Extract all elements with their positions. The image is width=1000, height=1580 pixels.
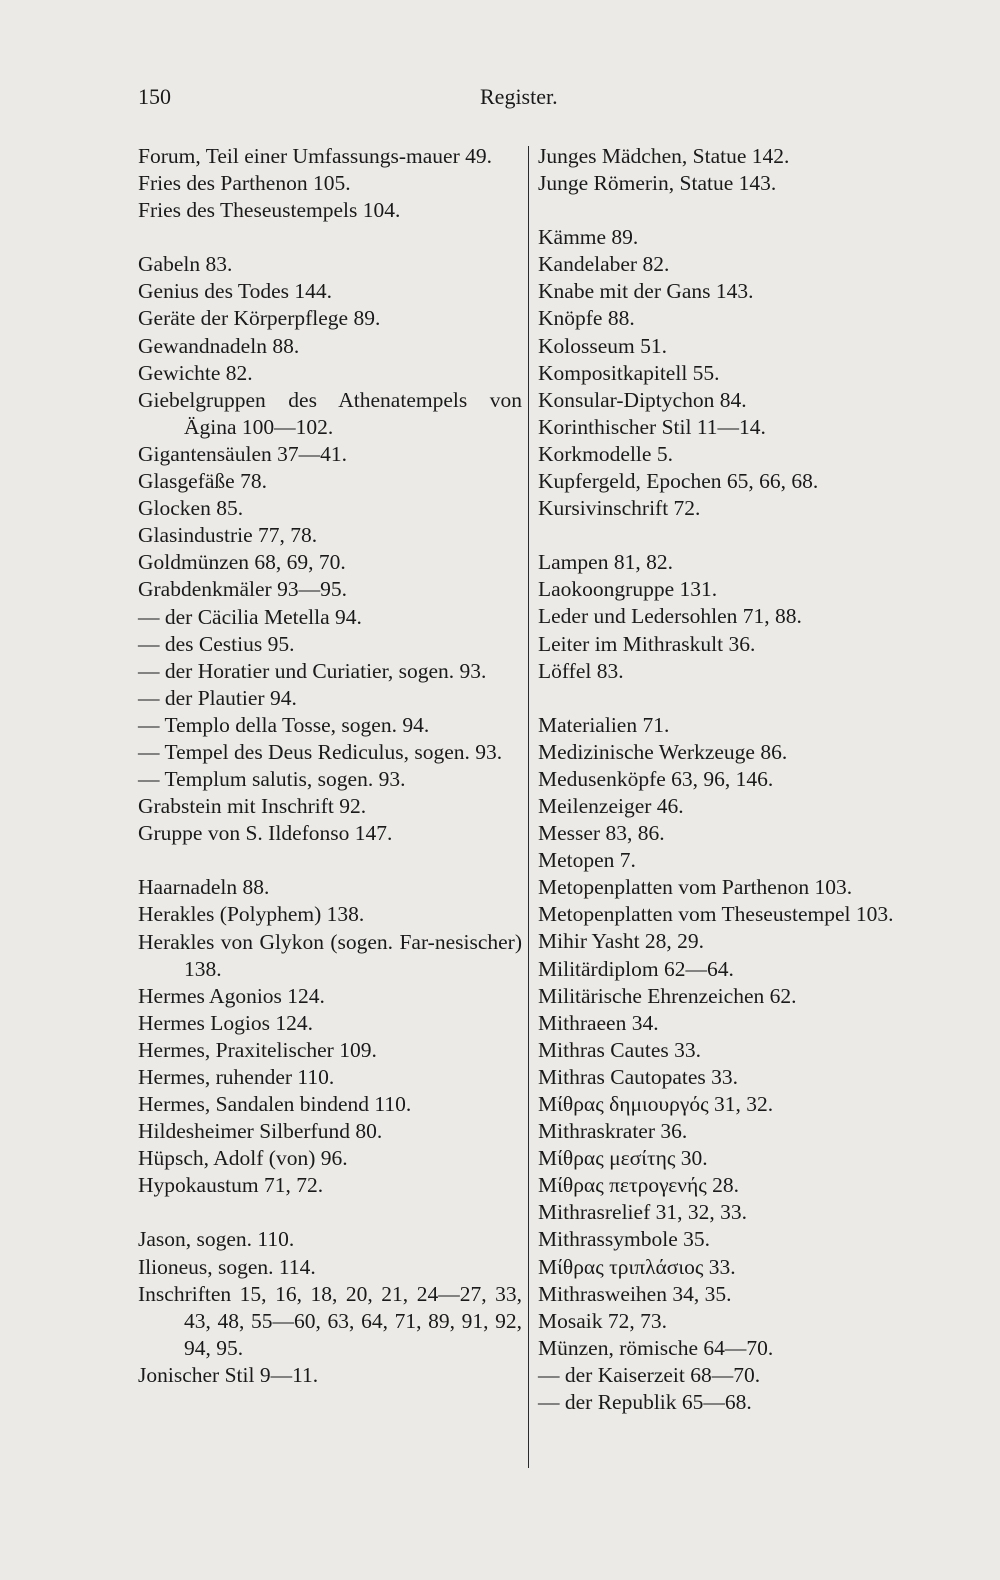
index-entry: Junge Römerin, Statue 143. <box>538 171 777 196</box>
index-entry: Mithraskrater 36. <box>538 1119 688 1144</box>
index-entry: Kämme 89. <box>538 225 639 250</box>
index-entry: — des Cestius 95. <box>138 631 295 656</box>
index-entry: Ilioneus, sogen. 114. <box>138 1254 316 1279</box>
index-entry: Hermes, Praxitelischer 109. <box>138 1037 377 1062</box>
index-entry: Junges Mädchen, Statue 142. <box>538 144 790 168</box>
index-entry: Geräte der Körperpflege 89. <box>138 306 381 331</box>
index-entry: Mithrasrelief 31, 32, 33. <box>538 1200 747 1225</box>
index-entry: Μίθρας τριπλάσιος 33. <box>538 1254 736 1279</box>
index-entry: Korkmodelle 5. <box>538 441 673 466</box>
index-entry: Grabstein mit Inschrift 92. <box>138 794 367 819</box>
index-entry: Metopenplatten vom Theseustempel 103. <box>538 902 894 927</box>
index-entry: Genius des Todes 144. <box>138 279 332 304</box>
section-gap <box>138 847 522 874</box>
index-entry: Forum, Teil einer Umfassungs-mauer 49. <box>138 144 492 168</box>
index-entry: Hermes, ruhender 110. <box>138 1065 335 1089</box>
index-entry: Mosaik 72, 73. <box>538 1308 667 1333</box>
index-column-left <box>138 143 522 1389</box>
index-entry: Hildesheimer Silberfund 80. <box>138 1119 383 1144</box>
index-entry: Herakles (Polyphem) 138. <box>138 902 365 927</box>
index-entry: — der Kaiserzeit 68—70. <box>538 1362 761 1387</box>
index-entry: Löffel 83. <box>538 658 624 683</box>
index-entry: Haarnadeln 88. <box>138 875 270 900</box>
index-entry: Μίθρας μεσίτης 30. <box>538 1146 708 1171</box>
section-gap <box>538 197 918 224</box>
index-entry: Militärische Ehrenzeichen 62. <box>538 983 797 1008</box>
page-number: 150 <box>138 84 171 109</box>
section-gap <box>138 1199 522 1226</box>
index-entry: Laokoongruppe 131. <box>538 577 718 602</box>
index-entry: — Templum salutis, sogen. 93. <box>138 767 406 792</box>
index-entry: Knabe mit der Gans 143. <box>538 279 754 304</box>
index-entry: Lampen 81, 82. <box>538 550 673 575</box>
index-entry: — der Plautier 94. <box>138 685 297 710</box>
index-entry: Münzen, römische 64—70. <box>538 1335 774 1360</box>
index-entry: Meilenzeiger 46. <box>538 793 684 818</box>
index-entry: Jonischer Stil 9—11. <box>138 1362 319 1387</box>
index-entry: — der Horatier und Curiatier, sogen. 93. <box>138 658 487 683</box>
index-entry: Glocken 85. <box>138 496 244 521</box>
index-entry: Mihir Yasht 28, 29. <box>538 929 705 954</box>
index-entry: Grabdenkmäler 93—95. <box>138 577 347 602</box>
index-entry: Konsular-Diptychon 84. <box>538 387 747 412</box>
index-entry: Glasindustrie 77, 78. <box>138 523 318 548</box>
index-entry: Gruppe von S. Ildefonso 147. <box>138 821 393 846</box>
index-entry: Gewichte 82. <box>138 360 253 385</box>
section-gap <box>138 224 522 251</box>
index-entry: Metopenplatten vom Parthenon 103. <box>538 875 853 900</box>
index-entry: Mithrassymbole 35. <box>538 1227 710 1252</box>
index-entry: Knöpfe 88. <box>538 306 635 331</box>
section-gap <box>538 522 918 549</box>
index-entry: Giebelgruppen des Athenatempels von Ägina 100—102. <box>138 387 522 439</box>
index-entry: Mithrasweihen 34, 35. <box>538 1281 732 1306</box>
page-title: Register. <box>480 84 558 109</box>
index-entry: Kandelaber 82. <box>538 252 670 277</box>
index-entry: Fries des Parthenon 105. <box>138 171 351 196</box>
index-entry: Goldmünzen 68, 69, 70. <box>138 550 346 575</box>
index-entry: Kolosseum 51. <box>538 333 667 358</box>
index-entry: Gigantensäulen 37—41. <box>138 441 347 466</box>
index-entry: Leder und Ledersohlen 71, 88. <box>538 604 802 629</box>
column-divider <box>528 146 529 1468</box>
index-entry: Medizinische Werkzeuge 86. <box>538 739 788 764</box>
index-entry: Mithras Cautopates 33. <box>538 1064 739 1089</box>
index-entry: Inschriften 15, 16, 18, 20, 21, 24—27, 33, 43, 48, 55—60, 63, 64, 71, 89, 91, 92, 94, 95. <box>138 1281 522 1360</box>
index-entry: Hypokaustum 71, 72. <box>138 1173 324 1198</box>
index-entry: Kompositkapitell 55. <box>538 360 720 385</box>
index-entry: Fries des Theseustempels 104. <box>138 198 401 223</box>
index-entry: Hermes Agonios 124. <box>138 983 325 1008</box>
index-entry: — Tempel des Deus Rediculus, sogen. 93. <box>138 739 503 764</box>
index-entry: Korinthischer Stil 11—14. <box>538 414 766 439</box>
index-entry: Kursivinschrift 72. <box>538 496 701 521</box>
index-entry: Hermes Logios 124. <box>138 1010 313 1035</box>
index-entry: Messer 83, 86. <box>538 821 665 846</box>
index-entry: Gewandnadeln 88. <box>138 333 300 358</box>
index-entry: Hermes, Sandalen bindend 110. <box>138 1092 412 1117</box>
index-entry: Materialien 71. <box>538 712 670 737</box>
index-entry: Hüpsch, Adolf (von) 96. <box>138 1146 348 1171</box>
index-entry: Mithraeen 34. <box>538 1010 659 1035</box>
index-entry: Herakles von Glykon (sogen. Far-nesischer) 138. <box>138 929 522 981</box>
index-entry: Μίθρας πετρογενής 28. <box>538 1173 739 1198</box>
index-entry: — der Cäcilia Metella 94. <box>138 604 362 629</box>
index-entry: Metopen 7. <box>538 848 636 873</box>
index-entry: Medusenköpfe 63, 96, 146. <box>538 766 774 791</box>
index-entry: Glasgefäße 78. <box>138 469 267 494</box>
index-entry: — der Republik 65—68. <box>538 1390 752 1415</box>
index-entry: Gabeln 83. <box>138 252 233 277</box>
index-entry: Militärdiplom 62—64. <box>538 956 734 981</box>
section-gap <box>538 685 918 712</box>
index-entry: Jason, sogen. 110. <box>138 1227 295 1252</box>
index-entry: Kupfergeld, Epochen 65, 66, 68. <box>538 469 819 494</box>
page-header <box>138 84 918 114</box>
index-entry: Leiter im Mithraskult 36. <box>538 631 756 656</box>
index-entry: Mithras Cautes 33. <box>538 1037 702 1062</box>
index-entry: Μίθρας δημιουργός 31, 32. <box>538 1092 774 1116</box>
index-entry: — Templo della Tosse, sogen. 94. <box>138 712 430 737</box>
index-column-right <box>538 143 918 1416</box>
